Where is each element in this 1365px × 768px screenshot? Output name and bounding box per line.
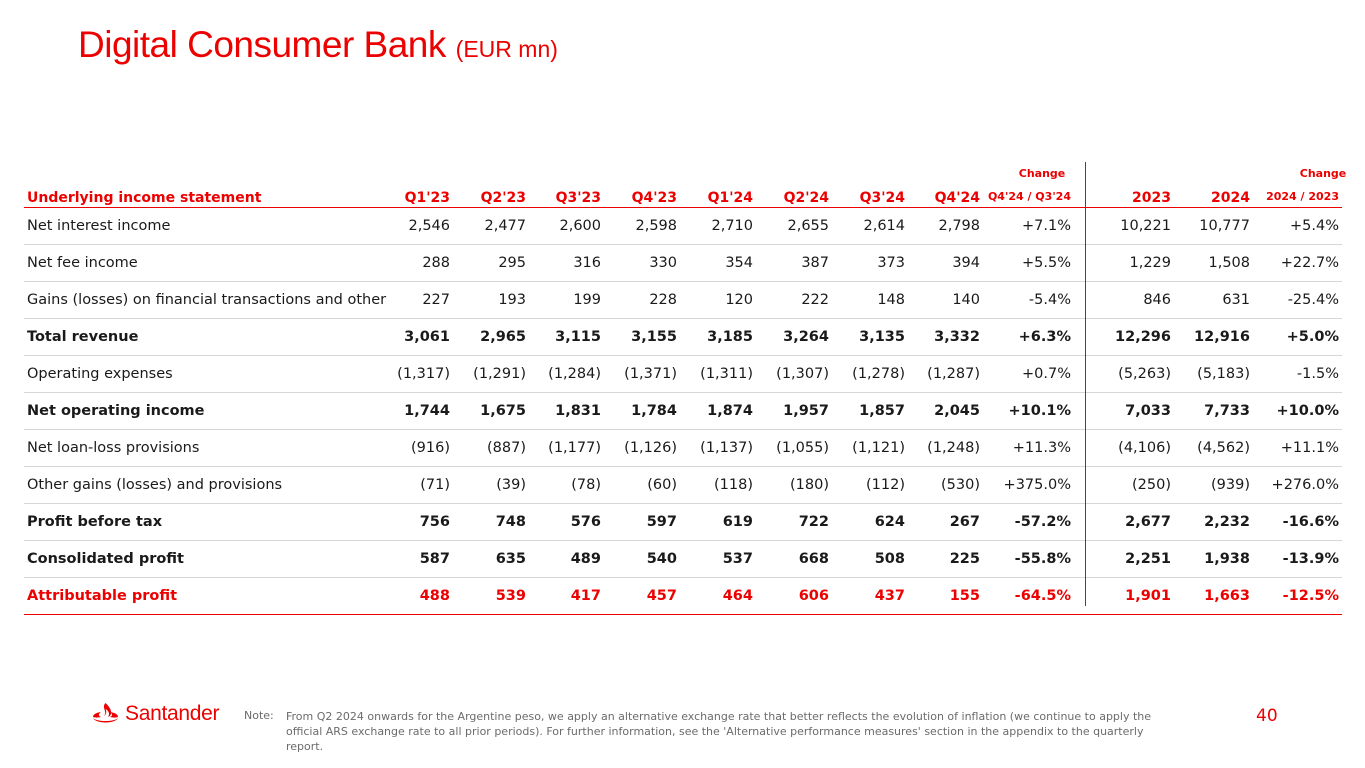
row-value: 537 [722, 551, 753, 567]
row-value: -57.2% [1014, 514, 1071, 530]
header-col: Q3'24 [859, 190, 905, 206]
header-col: Q4'23 [631, 190, 677, 206]
row-value: 3,155 [631, 329, 677, 345]
row-value: 1,229 [1129, 255, 1171, 271]
row-value: 2,677 [1125, 514, 1171, 530]
row-value: (1,278) [852, 366, 905, 382]
row-value: (5,263) [1118, 366, 1171, 382]
header-col: Q1'23 [404, 190, 450, 206]
row-value: (60) [647, 477, 677, 493]
row-value: +5.0% [1286, 329, 1339, 345]
row-label: Net fee income [27, 255, 138, 271]
row-value: 354 [725, 255, 753, 271]
row-value: 464 [722, 588, 753, 604]
row-value: 606 [798, 588, 829, 604]
row-value: 437 [874, 588, 905, 604]
header-col-change-quarterly: Q4'24 / Q3'24 [987, 190, 1071, 203]
row-value: 3,332 [934, 329, 980, 345]
table-row [24, 504, 1342, 541]
row-value: 1,957 [783, 403, 829, 419]
row-value: +11.3% [1012, 440, 1071, 456]
table-row [24, 208, 1342, 245]
row-value: 2,798 [938, 218, 980, 234]
note-label: Note: [244, 709, 274, 722]
row-label: Operating expenses [27, 366, 173, 382]
page-title-text: Digital Consumer Bank [78, 24, 446, 65]
row-value: 1,508 [1208, 255, 1250, 271]
table-row [24, 319, 1342, 356]
row-value: +276.0% [1271, 477, 1339, 493]
row-value: 756 [419, 514, 450, 530]
row-value: 2,965 [480, 329, 526, 345]
row-value: 2,546 [408, 218, 450, 234]
row-value: (1,287) [927, 366, 980, 382]
row-value: 576 [570, 514, 601, 530]
row-value: 140 [952, 292, 980, 308]
row-value: 295 [498, 255, 526, 271]
row-value: (39) [496, 477, 526, 493]
row-value: -5.4% [1028, 292, 1071, 308]
row-value: 2,251 [1125, 551, 1171, 567]
table-row [24, 430, 1342, 467]
brand-wordmark: Santander [125, 702, 220, 725]
row-value: 1,744 [404, 403, 450, 419]
row-value: 417 [570, 588, 601, 604]
header-col-change-annual: 2024 / 2023 [1266, 190, 1339, 203]
table-row [24, 282, 1342, 319]
table-row [24, 578, 1342, 615]
row-value: (4,562) [1197, 440, 1250, 456]
row-value: 508 [874, 551, 905, 567]
row-value: 488 [419, 588, 450, 604]
row-value: (1,177) [548, 440, 601, 456]
row-value: (916) [411, 440, 450, 456]
row-value: (1,317) [397, 366, 450, 382]
row-value: +22.7% [1280, 255, 1339, 271]
row-value: 489 [570, 551, 601, 567]
row-value: -64.5% [1014, 588, 1071, 604]
row-value: 2,600 [559, 218, 601, 234]
row-value: -13.9% [1282, 551, 1339, 567]
row-value: +375.0% [1003, 477, 1071, 493]
row-value: 387 [801, 255, 829, 271]
row-value: (1,291) [473, 366, 526, 382]
income-statement-table [24, 162, 1347, 615]
row-value: 1,938 [1204, 551, 1250, 567]
row-value: +6.3% [1018, 329, 1071, 345]
header-col: 2023 [1132, 190, 1171, 206]
row-value: 624 [874, 514, 905, 530]
row-value: 3,115 [555, 329, 601, 345]
row-value: (1,121) [852, 440, 905, 456]
row-value: 540 [646, 551, 677, 567]
row-value: 225 [949, 551, 980, 567]
row-value: 120 [725, 292, 753, 308]
row-value: 3,264 [783, 329, 829, 345]
row-value: +11.1% [1280, 440, 1339, 456]
row-value: 155 [949, 588, 980, 604]
change-caption-annual: Change [1299, 167, 1347, 180]
row-value: (1,055) [776, 440, 829, 456]
row-value: 2,655 [787, 218, 829, 234]
row-value: 587 [419, 551, 450, 567]
header-col: Q2'23 [480, 190, 526, 206]
row-value: 7,033 [1125, 403, 1171, 419]
row-value: (118) [714, 477, 753, 493]
row-value: (78) [571, 477, 601, 493]
row-value: (887) [487, 440, 526, 456]
note-text: From Q2 2024 onwards for the Argentine peso, we apply an alternative exchange rate that better reflects the evolution of inflation (we continue to apply the official ARS exchange rate to all prior periods). For further information, see the 'Alternative performance measures' section in the appendix to the quarterly report. [286, 710, 1152, 753]
row-value: (939) [1211, 477, 1250, 493]
row-value: 10,777 [1199, 218, 1250, 234]
row-value: 539 [495, 588, 526, 604]
table-row [24, 393, 1342, 430]
row-label: Total revenue [27, 329, 139, 345]
row-value: 635 [495, 551, 526, 567]
header-label: Underlying income statement [27, 190, 262, 206]
row-value: 1,857 [859, 403, 905, 419]
row-value: (4,106) [1118, 440, 1171, 456]
row-value: 1,675 [480, 403, 526, 419]
row-value: 227 [422, 292, 450, 308]
row-value: 373 [877, 255, 905, 271]
row-value: (1,307) [776, 366, 829, 382]
row-value: -55.8% [1014, 551, 1071, 567]
row-value: (1,311) [700, 366, 753, 382]
row-label: Gains (losses) on financial transactions and other [27, 292, 387, 308]
row-value: 597 [646, 514, 677, 530]
row-value: (180) [790, 477, 829, 493]
header-col: Q3'23 [555, 190, 601, 206]
row-value: 3,135 [859, 329, 905, 345]
header-col: Q2'24 [783, 190, 829, 206]
page-title [78, 24, 558, 66]
row-value: 668 [798, 551, 829, 567]
row-value: (5,183) [1197, 366, 1250, 382]
row-value: (250) [1132, 477, 1171, 493]
column-divider [1085, 162, 1086, 606]
row-value: 267 [949, 514, 980, 530]
row-value: 12,296 [1115, 329, 1171, 345]
row-value: 316 [573, 255, 601, 271]
row-value: 10,221 [1120, 218, 1171, 234]
row-label: Consolidated profit [27, 551, 184, 567]
row-value: 1,874 [707, 403, 753, 419]
row-value: (112) [866, 477, 905, 493]
table-row [24, 541, 1342, 578]
row-value: (71) [420, 477, 450, 493]
row-value: 2,045 [934, 403, 980, 419]
santander-logo [92, 702, 219, 726]
change-caption-quarterly: Change [1018, 167, 1066, 180]
row-value: 2,614 [863, 218, 905, 234]
row-value: -16.6% [1282, 514, 1339, 530]
table-body [24, 208, 1342, 615]
flame-icon [92, 702, 119, 726]
row-value: -1.5% [1296, 366, 1339, 382]
row-label: Net loan-loss provisions [27, 440, 200, 456]
row-value: 1,831 [555, 403, 601, 419]
table-row [24, 467, 1342, 504]
row-value: 193 [498, 292, 526, 308]
table-header [24, 162, 1347, 208]
row-value: +10.0% [1276, 403, 1339, 419]
row-value: 2,232 [1204, 514, 1250, 530]
row-value: +0.7% [1022, 366, 1071, 382]
row-value: 2,710 [711, 218, 753, 234]
row-value: +5.4% [1290, 218, 1339, 234]
row-value: +10.1% [1008, 403, 1071, 419]
row-value: 457 [646, 588, 677, 604]
row-value: 722 [798, 514, 829, 530]
row-value: 12,916 [1194, 329, 1250, 345]
page-number: 40 [1256, 706, 1278, 726]
row-value: 631 [1222, 292, 1250, 308]
row-value: (1,371) [624, 366, 677, 382]
row-value: 748 [495, 514, 526, 530]
header-col: Q1'24 [707, 190, 753, 206]
row-value: 2,477 [484, 218, 526, 234]
row-label: Other gains (losses) and provisions [27, 477, 283, 493]
row-value: +5.5% [1022, 255, 1071, 271]
row-value: 330 [649, 255, 677, 271]
row-value: 1,663 [1204, 588, 1250, 604]
row-value: +7.1% [1022, 218, 1071, 234]
row-value: (1,137) [700, 440, 753, 456]
row-value: (1,284) [548, 366, 601, 382]
page-title-unit: (EUR mn) [455, 36, 558, 62]
row-value: (530) [941, 477, 980, 493]
row-value: 199 [573, 292, 601, 308]
row-value: 7,733 [1204, 403, 1250, 419]
row-value: 846 [1143, 292, 1171, 308]
row-value: (1,126) [624, 440, 677, 456]
row-value: 1,784 [631, 403, 677, 419]
header-col: 2024 [1211, 190, 1250, 206]
row-label: Profit before tax [27, 514, 163, 530]
row-value: 228 [649, 292, 677, 308]
row-value: 222 [801, 292, 829, 308]
table-row [24, 245, 1342, 282]
row-label: Net operating income [27, 403, 205, 419]
table-row [24, 356, 1342, 393]
row-value: 1,901 [1125, 588, 1171, 604]
row-value: 3,061 [404, 329, 450, 345]
row-value: 288 [422, 255, 450, 271]
row-value: -12.5% [1282, 588, 1339, 604]
row-value: (1,248) [927, 440, 980, 456]
row-value: 3,185 [707, 329, 753, 345]
row-label: Net interest income [27, 218, 171, 234]
header-col: Q4'24 [934, 190, 980, 206]
row-value: 394 [952, 255, 980, 271]
row-value: 619 [722, 514, 753, 530]
row-value: 148 [877, 292, 905, 308]
row-value: -25.4% [1287, 292, 1339, 308]
row-value: 2,598 [635, 218, 677, 234]
row-label: Attributable profit [27, 588, 178, 604]
